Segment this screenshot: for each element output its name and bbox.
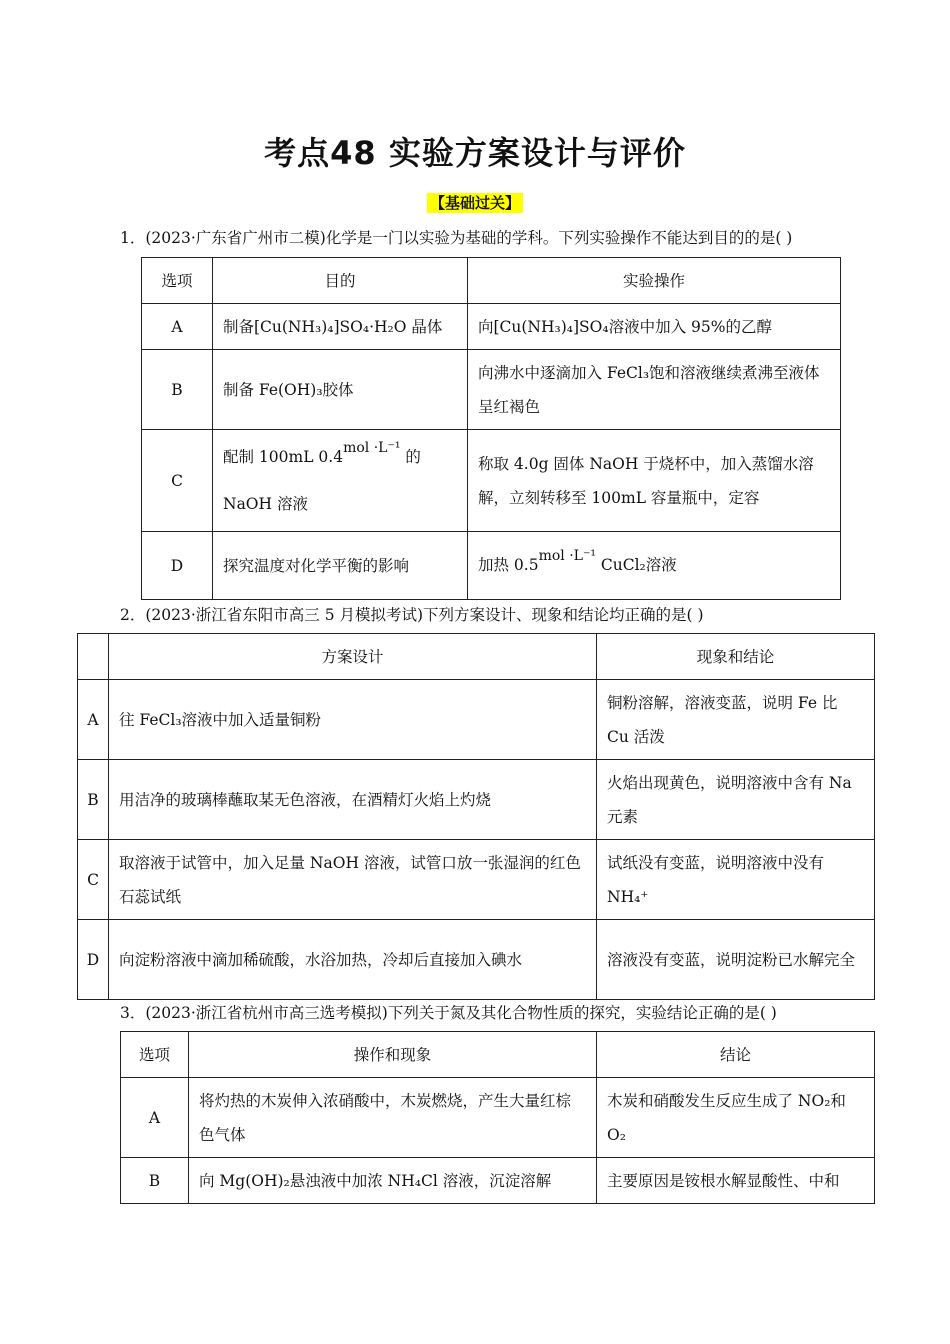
- table-row: [142, 304, 841, 350]
- operation-cell: [468, 532, 841, 600]
- table-row: [142, 532, 841, 600]
- table-row: [142, 350, 841, 430]
- option-cell: B: [142, 350, 213, 430]
- question-1-table: [141, 257, 841, 600]
- table-row: [78, 840, 875, 920]
- table-row: [78, 920, 875, 1000]
- goal-text: 配制 100mL 0.4: [223, 448, 344, 466]
- question-1-stem: 1．(2023·广东省广州市二模)化学是一门以实验为基础的学科。下列实验操作不能达到目的的是( ): [120, 229, 793, 247]
- header-cell: 选项: [142, 258, 213, 304]
- header-cell: [78, 634, 109, 680]
- operation-cell: 向沸水中逐滴加入 FeCl₃饱和溶液继续煮沸至液体呈红褐色: [468, 350, 841, 430]
- operation-text: CuCl₂溶液: [595, 556, 677, 574]
- header-cell: 现象和结论: [597, 634, 875, 680]
- option-cell: D: [78, 920, 109, 1000]
- header-cell: 结论: [597, 1032, 875, 1078]
- goal-text: 的 NaOH 溶液: [223, 448, 421, 513]
- goal-cell: [213, 430, 468, 532]
- question-2-table: [77, 633, 875, 1000]
- goal-cell: 制备[Cu(NH₃)₄]SO₄·H₂O 晶体: [213, 304, 468, 350]
- unit-label: mol ·L⁻¹: [343, 440, 401, 456]
- table-row: [78, 760, 875, 840]
- header-cell: 操作和现象: [189, 1032, 597, 1078]
- option-cell: A: [78, 680, 109, 760]
- plan-cell: 往 FeCl₃溶液中加入适量铜粉: [109, 680, 597, 760]
- question-3-table: [120, 1031, 875, 1204]
- header-cell: 实验操作: [468, 258, 841, 304]
- result-cell: 火焰出现黄色，说明溶液中含有 Na 元素: [597, 760, 875, 840]
- result-cell: 铜粉溶解，溶液变蓝，说明 Fe 比 Cu 活泼: [597, 680, 875, 760]
- operation-cell: 向[Cu(NH₃)₄]SO₄溶液中加入 95%的乙醇: [468, 304, 841, 350]
- table-header-row: [142, 258, 841, 304]
- table-row: [142, 430, 841, 532]
- table-header-row: [121, 1032, 875, 1078]
- option-cell: B: [121, 1158, 189, 1204]
- section-heading: [0, 192, 950, 213]
- header-cell: 目的: [213, 258, 468, 304]
- conclusion-cell: 木炭和硝酸发生反应生成了 NO₂和 O₂: [597, 1078, 875, 1158]
- page-title: 考点48 实验方案设计与评价: [264, 134, 686, 172]
- option-cell: A: [121, 1078, 189, 1158]
- option-cell: A: [142, 304, 213, 350]
- operation-cell: 称取 4.0g 固体 NaOH 于烧杯中，加入蒸馏水溶解，立刻转移至 100mL 容量瓶中，定容: [468, 430, 841, 532]
- header-cell: 选项: [121, 1032, 189, 1078]
- header-cell: 方案设计: [109, 634, 597, 680]
- operation-cell: 向 Mg(OH)₂悬浊液中加浓 NH₄Cl 溶液，沉淀溶解: [189, 1158, 597, 1204]
- goal-cell: 制备 Fe(OH)₃胶体: [213, 350, 468, 430]
- goal-cell: 探究温度对化学平衡的影响: [213, 532, 468, 600]
- plan-cell: 向淀粉溶液中滴加稀硫酸，水浴加热，冷却后直接加入碘水: [109, 920, 597, 1000]
- option-cell: C: [142, 430, 213, 532]
- section-label: 【基础过关】: [427, 193, 523, 213]
- table-header-row: [78, 634, 875, 680]
- operation-text: 加热 0.5: [478, 556, 539, 574]
- option-cell: D: [142, 532, 213, 600]
- unit-label: mol ·L⁻¹: [538, 548, 596, 564]
- question-3-stem: 3．(2023·浙江省杭州市高三选考模拟)下列关于氮及其化合物性质的探究，实验结论正确的是( ): [120, 1004, 777, 1022]
- option-cell: B: [78, 760, 109, 840]
- table-row: [121, 1078, 875, 1158]
- plan-cell: 用洁净的玻璃棒蘸取某无色溶液，在酒精灯火焰上灼烧: [109, 760, 597, 840]
- table-row: [78, 680, 875, 760]
- option-cell: C: [78, 840, 109, 920]
- table-row: [121, 1158, 875, 1204]
- plan-cell: 取溶液于试管中，加入足量 NaOH 溶液，试管口放一张湿润的红色石蕊试纸: [109, 840, 597, 920]
- operation-cell: 将灼热的木炭伸入浓硝酸中，木炭燃烧，产生大量红棕色气体: [189, 1078, 597, 1158]
- question-2-stem: 2．(2023·浙江省东阳市高三 5 月模拟考试)下列方案设计、现象和结论均正确的是( ): [120, 606, 704, 624]
- result-cell: 溶液没有变蓝，说明淀粉已水解完全: [597, 920, 875, 1000]
- result-cell: 试纸没有变蓝，说明溶液中没有 NH₄⁺: [597, 840, 875, 920]
- conclusion-cell: 主要原因是铵根水解显酸性、中和: [597, 1158, 875, 1204]
